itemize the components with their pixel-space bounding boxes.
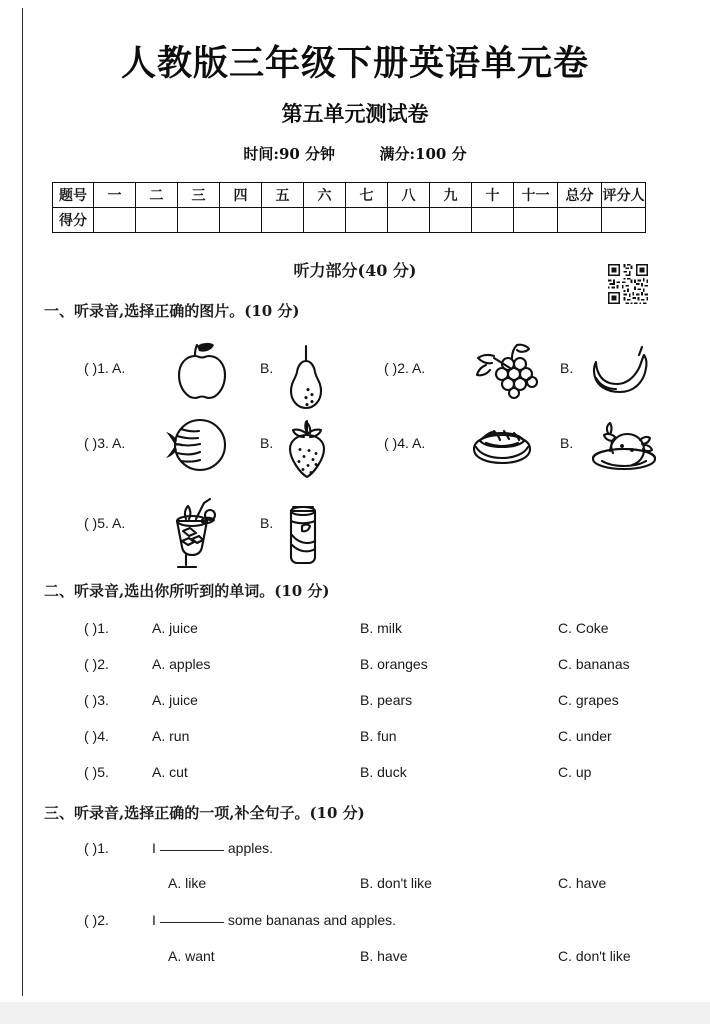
score-table-header-cell: 七: [346, 183, 388, 208]
score-table-header-cell: 五: [262, 183, 304, 208]
score-table-value-cell[interactable]: [388, 208, 430, 233]
option-letter-b: B.: [260, 360, 274, 376]
word-choice-row: [84, 656, 684, 678]
sentence-option-row: [84, 948, 684, 970]
option-c[interactable]: C. under: [558, 728, 612, 744]
answer-bracket-5[interactable]: ( )5. A.: [84, 515, 126, 531]
option-letter-b: B.: [260, 435, 274, 451]
roast-chicken-icon: [582, 415, 662, 473]
score-table-header-cell: 九: [430, 183, 472, 208]
option-c[interactable]: C. have: [558, 875, 607, 891]
score-table-value-cell[interactable]: [262, 208, 304, 233]
answer-bracket-3[interactable]: ( )3. A.: [84, 435, 126, 451]
answer-bracket-1[interactable]: ( )1. A.: [84, 360, 126, 376]
option-letter-b: B.: [560, 360, 574, 376]
option-letter-b: B.: [560, 435, 574, 451]
answer-bracket[interactable]: ( )1.: [84, 840, 109, 856]
score-table-row-label: 题号: [53, 183, 94, 208]
option-a[interactable]: A. want: [168, 948, 215, 964]
score-table-row: [53, 183, 646, 208]
answer-bracket[interactable]: ( )3.: [84, 692, 109, 708]
banana-icon: [582, 340, 654, 396]
score-table-value-cell[interactable]: [602, 208, 646, 233]
picture-question-row: [84, 338, 684, 410]
score-table-header-cell: 十: [472, 183, 514, 208]
section-3-heading: 三、听录音,选择正确的一项,补全句子。(10 分): [44, 804, 365, 822]
qr-code[interactable]: [604, 262, 652, 306]
answer-bracket[interactable]: ( )1.: [84, 620, 109, 636]
hotdog-icon: [464, 415, 540, 471]
score-table-row: [53, 208, 646, 233]
listening-part-heading: 听力部分(40 分): [293, 261, 417, 280]
answer-bracket[interactable]: ( )5.: [84, 764, 109, 780]
exam-meta-line: [0, 143, 710, 164]
stem-before-blank: I: [152, 912, 156, 928]
score-table-value-cell[interactable]: [346, 208, 388, 233]
option-b[interactable]: B. milk: [360, 620, 402, 636]
picture-question-row: [84, 493, 684, 565]
word-choice-row: [84, 620, 684, 642]
stem-after-blank: apples.: [227, 840, 274, 856]
word-choice-row: [84, 728, 684, 750]
answer-bracket[interactable]: ( )2.: [84, 912, 109, 928]
stem-after-blank: some bananas and apples.: [227, 912, 397, 928]
section-1-heading: 一、听录音,选择正确的图片。(10 分): [44, 302, 300, 320]
option-a[interactable]: A. juice: [152, 620, 198, 636]
score-table-header-cell: 一: [94, 183, 136, 208]
option-a[interactable]: A. run: [152, 728, 190, 744]
page-bottom-edge: [0, 1002, 710, 1024]
score-table-value-cell[interactable]: [304, 208, 346, 233]
score-table-header-cell: 二: [136, 183, 178, 208]
fill-in-blank[interactable]: [160, 922, 224, 923]
page-title: 人教版三年级下册英语单元卷: [120, 43, 589, 84]
option-c[interactable]: C. bananas: [558, 656, 630, 672]
sentence-option-row: [84, 875, 684, 897]
watermelon-icon: [164, 415, 234, 475]
stem-before-blank: I: [152, 840, 156, 856]
option-c[interactable]: C. don't like: [558, 948, 631, 964]
answer-bracket-4[interactable]: ( )4. A.: [384, 435, 426, 451]
sentence-stem: [152, 840, 273, 856]
option-b[interactable]: B. oranges: [360, 656, 428, 672]
fill-in-blank[interactable]: [160, 850, 224, 851]
grapes-icon: [464, 340, 542, 402]
option-a[interactable]: A. apples: [152, 656, 211, 672]
score-table-value-cell[interactable]: [558, 208, 602, 233]
apple-icon: [164, 340, 226, 400]
option-c[interactable]: C. up: [558, 764, 592, 780]
score-table-value-cell[interactable]: [472, 208, 514, 233]
score-table-value-cell[interactable]: [136, 208, 178, 233]
soda-can-icon: [282, 495, 326, 569]
strawberry-icon: [282, 415, 332, 479]
option-b[interactable]: B. fun: [360, 728, 397, 744]
section-2-heading: 二、听录音,选出你所听到的单词。(10 分): [44, 582, 330, 600]
score-table-header-cell: 评分人: [602, 183, 646, 208]
score-table-header-cell: 八: [388, 183, 430, 208]
score-table-value-cell[interactable]: [514, 208, 558, 233]
option-c[interactable]: C. grapes: [558, 692, 619, 708]
score-table-row-label: 得分: [53, 208, 94, 233]
score-table: [52, 182, 646, 233]
word-choice-row: [84, 764, 684, 786]
option-a[interactable]: A. like: [168, 875, 207, 891]
option-b[interactable]: B. duck: [360, 764, 407, 780]
option-a[interactable]: A. juice: [152, 692, 198, 708]
option-b[interactable]: B. have: [360, 948, 408, 964]
sentence-stem-row: [84, 912, 684, 934]
score-table-header-cell: 总分: [558, 183, 602, 208]
score-table-value-cell[interactable]: [220, 208, 262, 233]
score-table-header-cell: 三: [178, 183, 220, 208]
score-table-value-cell[interactable]: [94, 208, 136, 233]
picture-question-row: [84, 413, 684, 485]
option-a[interactable]: A. cut: [152, 764, 188, 780]
page-subtitle: 第五单元测试卷: [281, 101, 429, 126]
score-table-value-cell[interactable]: [430, 208, 472, 233]
score-table-header-cell: 四: [220, 183, 262, 208]
option-b[interactable]: B. pears: [360, 692, 413, 708]
score-table-header-cell: 十一: [514, 183, 558, 208]
word-choice-row: [84, 692, 684, 714]
time-label: 时间:90 分钟: [243, 145, 336, 163]
score-table-value-cell[interactable]: [178, 208, 220, 233]
option-letter-b: B.: [260, 515, 274, 531]
sentence-stem: [152, 912, 396, 928]
option-c[interactable]: C. Coke: [558, 620, 609, 636]
answer-bracket[interactable]: ( )4.: [84, 728, 109, 744]
juice-glass-icon: [164, 495, 220, 571]
answer-bracket[interactable]: ( )2.: [84, 656, 109, 672]
score-table-header-cell: 六: [304, 183, 346, 208]
full-score-label: 满分:100 分: [379, 145, 467, 163]
answer-bracket-2[interactable]: ( )2. A.: [384, 360, 426, 376]
pear-icon: [282, 340, 330, 410]
option-b[interactable]: B. don't like: [360, 875, 432, 891]
sentence-stem-row: [84, 840, 684, 862]
